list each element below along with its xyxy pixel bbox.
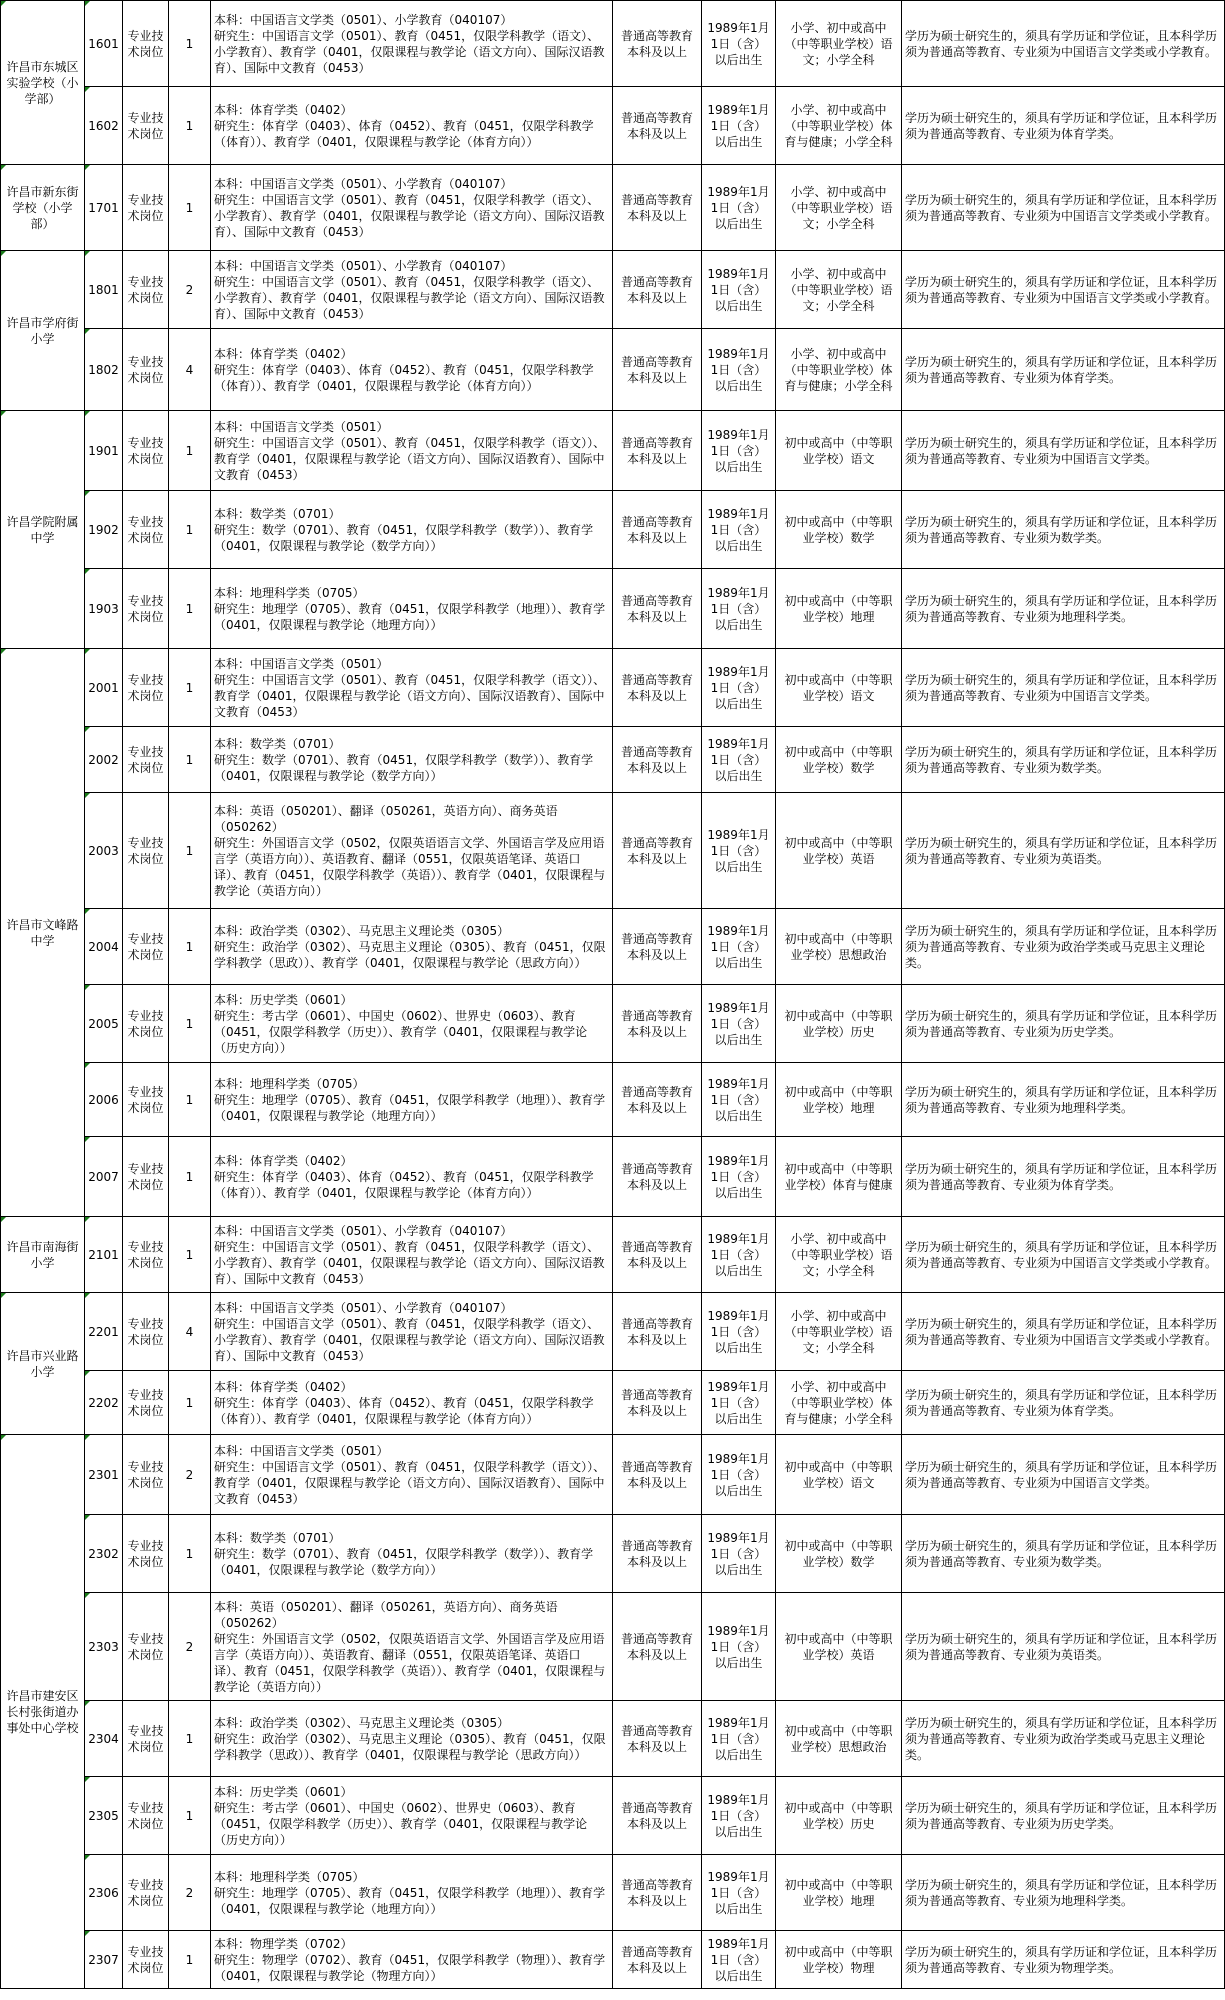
recruit-count-cell: 1	[169, 491, 211, 569]
major-requirement-cell: 本科：地理科学类（0705） 研究生：地理学（0705）、教育（0451，仅限学科教学（地理））、教育学（0401，仅限课程与教学论（地理方向））	[211, 1063, 613, 1137]
major-requirement-cell: 本科：地理科学类（0705） 研究生：地理学（0705）、教育（0451，仅限学科教学（地理））、教育学（0401，仅限课程与教学论（地理方向））	[211, 1855, 613, 1931]
recruit-count-cell: 1	[169, 1217, 211, 1293]
major-requirement-cell: 本科：体育学类（0402） 研究生：体育学（0403）、体育（0452）、教育（0451，仅限学科教学（体育））、教育学（0401，仅限课程与教学论（体育方向））	[211, 1371, 613, 1435]
table-row	[1, 569, 1225, 649]
table-row	[1, 1293, 1225, 1371]
remarks-cell: 学历为硕士研究生的，须具有学历证和学位证，且本科学历须为普通高等教育、专业须为中国语言文学类。	[902, 1435, 1225, 1515]
position-code-cell: 2303	[85, 1593, 123, 1701]
table-row	[1, 1777, 1225, 1855]
table-row	[1, 87, 1225, 165]
remarks-cell: 学历为硕士研究生的，须具有学历证和学位证，且本科学历须为普通高等教育、专业须为历史学类。	[902, 985, 1225, 1063]
teacher-qualification-cell: 初中或高中（中等职业学校）思想政治	[776, 909, 902, 985]
recruit-count-cell: 1	[169, 569, 211, 649]
position-code-cell: 1802	[85, 329, 123, 411]
school-name-cell: 许昌市兴业路小学	[1, 1293, 85, 1435]
school-name-cell: 许昌市东城区实验学校（小学部）	[1, 1, 85, 165]
education-requirement-cell: 普通高等教育本科及以上	[613, 411, 702, 491]
age-requirement-cell: 1989年1月1日（含）以后出生	[702, 909, 776, 985]
age-requirement-cell: 1989年1月1日（含）以后出生	[702, 1435, 776, 1515]
recruit-count-cell: 1	[169, 1, 211, 87]
education-requirement-cell: 普通高等教育本科及以上	[613, 1293, 702, 1371]
recruit-count-cell: 1	[169, 649, 211, 727]
major-requirement-cell: 本科：数学类（0701） 研究生：数学（0701）、教育（0451，仅限学科教学（数学））、教育学（0401，仅限课程与教学论（数学方向））	[211, 727, 613, 793]
major-requirement-cell: 本科：体育学类（0402） 研究生：体育学（0403）、体育（0452）、教育（0451，仅限学科教学（体育））、教育学（0401，仅限课程与教学论（体育方向））	[211, 1137, 613, 1217]
age-requirement-cell: 1989年1月1日（含）以后出生	[702, 251, 776, 329]
major-requirement-cell: 本科：历史学类（0601） 研究生：考古学（0601）、中国史（0602）、世界史（0603）、教育（0451，仅限学科教学（历史））、教育学（0401，仅限课程与教学论（历史方向））	[211, 1777, 613, 1855]
education-requirement-cell: 普通高等教育本科及以上	[613, 491, 702, 569]
major-requirement-cell: 本科：中国语言文学类（0501） 研究生：中国语言文学（0501）、教育（0451，仅限学科教学（语文））、教育学（0401，仅限课程与教学论（语文方向）、国际汉语教育）、国际中文教育（0453）	[211, 411, 613, 491]
position-type-cell: 专业技术岗位	[123, 1855, 169, 1931]
position-code-cell: 2005	[85, 985, 123, 1063]
position-code-cell: 1903	[85, 569, 123, 649]
major-requirement-cell: 本科：政治学类（0302）、马克思主义理论类（0305） 研究生：政治学（0302）、马克思主义理论（0305）、教育（0451，仅限学科教学（思政））、教育学（0401，仅限课程与教学论（思政方向））	[211, 909, 613, 985]
position-type-cell: 专业技术岗位	[123, 909, 169, 985]
age-requirement-cell: 1989年1月1日（含）以后出生	[702, 569, 776, 649]
major-requirement-cell: 本科：体育学类（0402） 研究生：体育学（0403）、体育（0452）、教育（0451，仅限学科教学（体育））、教育学（0401，仅限课程与教学论（体育方向））	[211, 329, 613, 411]
recruit-count-cell: 1	[169, 1515, 211, 1593]
major-requirement-cell: 本科：数学类（0701） 研究生：数学（0701）、教育（0451，仅限学科教学（数学））、教育学（0401，仅限课程与教学论（数学方向））	[211, 1515, 613, 1593]
position-type-cell: 专业技术岗位	[123, 1593, 169, 1701]
recruit-count-cell: 1	[169, 727, 211, 793]
teacher-qualification-cell: 初中或高中（中等职业学校）语文	[776, 411, 902, 491]
table-row	[1, 649, 1225, 727]
age-requirement-cell: 1989年1月1日（含）以后出生	[702, 727, 776, 793]
education-requirement-cell: 普通高等教育本科及以上	[613, 727, 702, 793]
table-row	[1, 1435, 1225, 1515]
education-requirement-cell: 普通高等教育本科及以上	[613, 1, 702, 87]
major-requirement-cell: 本科：英语（050201）、翻译（050261，英语方向）、商务英语（050262） 研究生：外国语言文学（0502，仅限英语语言文学、外国语言学及应用语言学（英语方向））、英语教育、翻译（0551，仅限英语笔译、英语口译）、教育（0451，仅限学科教学（英语））、教育学（0401，仅限课程与教学论（英语方向））	[211, 1593, 613, 1701]
position-type-cell: 专业技术岗位	[123, 411, 169, 491]
position-type-cell: 专业技术岗位	[123, 1293, 169, 1371]
age-requirement-cell: 1989年1月1日（含）以后出生	[702, 329, 776, 411]
education-requirement-cell: 普通高等教育本科及以上	[613, 87, 702, 165]
remarks-cell: 学历为硕士研究生的，须具有学历证和学位证，且本科学历须为普通高等教育、专业须为英语类。	[902, 793, 1225, 909]
education-requirement-cell: 普通高等教育本科及以上	[613, 251, 702, 329]
teacher-qualification-cell: 小学、初中或高中（中等职业学校）语文；小学全科	[776, 1293, 902, 1371]
education-requirement-cell: 普通高等教育本科及以上	[613, 1593, 702, 1701]
position-code-cell: 2302	[85, 1515, 123, 1593]
major-requirement-cell: 本科：中国语言文学类（0501）、小学教育（040107） 研究生：中国语言文学（0501）、教育（0451，仅限学科教学（语文）、小学教育）、教育学（0401，仅限课程与教学论（语文方向）、国际汉语教育）、国际中文教育（0453）	[211, 1293, 613, 1371]
age-requirement-cell: 1989年1月1日（含）以后出生	[702, 1371, 776, 1435]
position-type-cell: 专业技术岗位	[123, 1137, 169, 1217]
remarks-cell: 学历为硕士研究生的，须具有学历证和学位证，且本科学历须为普通高等教育、专业须为地理科学类。	[902, 569, 1225, 649]
major-requirement-cell: 本科：中国语言文学类（0501）、小学教育（040107） 研究生：中国语言文学（0501）、教育（0451，仅限学科教学（语文）、小学教育）、教育学（0401，仅限课程与教学论（语文方向）、国际汉语教育）、国际中文教育（0453）	[211, 165, 613, 251]
teacher-qualification-cell: 初中或高中（中等职业学校）体育与健康	[776, 1137, 902, 1217]
age-requirement-cell: 1989年1月1日（含）以后出生	[702, 1931, 776, 1989]
remarks-cell: 学历为硕士研究生的，须具有学历证和学位证，且本科学历须为普通高等教育、专业须为中国语言文学类或小学教育。	[902, 165, 1225, 251]
position-code-cell: 2307	[85, 1931, 123, 1989]
position-type-cell: 专业技术岗位	[123, 793, 169, 909]
remarks-cell: 学历为硕士研究生的，须具有学历证和学位证，且本科学历须为普通高等教育、专业须为英语类。	[902, 1593, 1225, 1701]
age-requirement-cell: 1989年1月1日（含）以后出生	[702, 1855, 776, 1931]
table-row	[1, 329, 1225, 411]
education-requirement-cell: 普通高等教育本科及以上	[613, 569, 702, 649]
remarks-cell: 学历为硕士研究生的，须具有学历证和学位证，且本科学历须为普通高等教育、专业须为历史学类。	[902, 1777, 1225, 1855]
teacher-qualification-cell: 初中或高中（中等职业学校）语文	[776, 1435, 902, 1515]
position-code-cell: 2003	[85, 793, 123, 909]
recruit-count-cell: 1	[169, 1777, 211, 1855]
education-requirement-cell: 普通高等教育本科及以上	[613, 1137, 702, 1217]
education-requirement-cell: 普通高等教育本科及以上	[613, 909, 702, 985]
table-row	[1, 1137, 1225, 1217]
age-requirement-cell: 1989年1月1日（含）以后出生	[702, 1, 776, 87]
remarks-cell: 学历为硕士研究生的，须具有学历证和学位证，且本科学历须为普通高等教育、专业须为中国语言文学类或小学教育。	[902, 251, 1225, 329]
teacher-qualification-cell: 初中或高中（中等职业学校）地理	[776, 1063, 902, 1137]
age-requirement-cell: 1989年1月1日（含）以后出生	[702, 793, 776, 909]
table-row	[1, 1371, 1225, 1435]
remarks-cell: 学历为硕士研究生的，须具有学历证和学位证，且本科学历须为普通高等教育、专业须为数学类。	[902, 491, 1225, 569]
school-name-cell: 许昌市建安区长村张街道办事处中心学校	[1, 1435, 85, 1989]
teacher-qualification-cell: 小学、初中或高中（中等职业学校）语文；小学全科	[776, 251, 902, 329]
major-requirement-cell: 本科：物理学类（0702） 研究生：物理学（0702）、教育（0451，仅限学科教学（物理））、教育学（0401，仅限课程与教学论（物理方向））	[211, 1931, 613, 1989]
age-requirement-cell: 1989年1月1日（含）以后出生	[702, 1777, 776, 1855]
remarks-cell: 学历为硕士研究生的，须具有学历证和学位证，且本科学历须为普通高等教育、专业须为地理科学类。	[902, 1063, 1225, 1137]
recruit-count-cell: 1	[169, 1063, 211, 1137]
education-requirement-cell: 普通高等教育本科及以上	[613, 1063, 702, 1137]
recruit-count-cell: 1	[169, 985, 211, 1063]
position-type-cell: 专业技术岗位	[123, 569, 169, 649]
table-row	[1, 727, 1225, 793]
teacher-qualification-cell: 初中或高中（中等职业学校）地理	[776, 1855, 902, 1931]
position-code-cell: 2201	[85, 1293, 123, 1371]
table-row	[1, 1063, 1225, 1137]
position-code-cell: 1901	[85, 411, 123, 491]
teacher-qualification-cell: 初中或高中（中等职业学校）历史	[776, 1777, 902, 1855]
age-requirement-cell: 1989年1月1日（含）以后出生	[702, 1593, 776, 1701]
position-type-cell: 专业技术岗位	[123, 87, 169, 165]
teacher-qualification-cell: 小学、初中或高中（中等职业学校）语文；小学全科	[776, 1, 902, 87]
education-requirement-cell: 普通高等教育本科及以上	[613, 1701, 702, 1777]
teacher-qualification-cell: 初中或高中（中等职业学校）历史	[776, 985, 902, 1063]
position-code-cell: 2306	[85, 1855, 123, 1931]
position-code-cell: 2001	[85, 649, 123, 727]
recruit-count-cell: 1	[169, 1137, 211, 1217]
teacher-qualification-cell: 初中或高中（中等职业学校）思想政治	[776, 1701, 902, 1777]
education-requirement-cell: 普通高等教育本科及以上	[613, 165, 702, 251]
table-row	[1, 165, 1225, 251]
education-requirement-cell: 普通高等教育本科及以上	[613, 793, 702, 909]
remarks-cell: 学历为硕士研究生的，须具有学历证和学位证，且本科学历须为普通高等教育、专业须为物理学类。	[902, 1931, 1225, 1989]
education-requirement-cell: 普通高等教育本科及以上	[613, 985, 702, 1063]
age-requirement-cell: 1989年1月1日（含）以后出生	[702, 649, 776, 727]
position-type-cell: 专业技术岗位	[123, 491, 169, 569]
table-row	[1, 1, 1225, 87]
position-type-cell: 专业技术岗位	[123, 1701, 169, 1777]
table-row	[1, 491, 1225, 569]
recruit-count-cell: 1	[169, 87, 211, 165]
remarks-cell: 学历为硕士研究生的，须具有学历证和学位证，且本科学历须为普通高等教育、专业须为体育学类。	[902, 1137, 1225, 1217]
recruit-count-cell: 4	[169, 329, 211, 411]
position-type-cell: 专业技术岗位	[123, 1, 169, 87]
age-requirement-cell: 1989年1月1日（含）以后出生	[702, 1063, 776, 1137]
teacher-qualification-cell: 初中或高中（中等职业学校）物理	[776, 1931, 902, 1989]
position-type-cell: 专业技术岗位	[123, 165, 169, 251]
remarks-cell: 学历为硕士研究生的，须具有学历证和学位证，且本科学历须为普通高等教育、专业须为中国语言文学类。	[902, 649, 1225, 727]
position-type-cell: 专业技术岗位	[123, 329, 169, 411]
education-requirement-cell: 普通高等教育本科及以上	[613, 1855, 702, 1931]
teacher-qualification-cell: 小学、初中或高中（中等职业学校）体育与健康；小学全科	[776, 87, 902, 165]
recruit-count-cell: 1	[169, 1371, 211, 1435]
teacher-qualification-cell: 初中或高中（中等职业学校）数学	[776, 491, 902, 569]
teacher-qualification-cell: 小学、初中或高中（中等职业学校）语文；小学全科	[776, 1217, 902, 1293]
table-row	[1, 985, 1225, 1063]
age-requirement-cell: 1989年1月1日（含）以后出生	[702, 411, 776, 491]
position-code-cell: 1902	[85, 491, 123, 569]
remarks-cell: 学历为硕士研究生的，须具有学历证和学位证，且本科学历须为普通高等教育、专业须为中国语言文学类。	[902, 411, 1225, 491]
school-name-cell: 许昌市新东街学校（小学部）	[1, 165, 85, 251]
position-code-cell: 1701	[85, 165, 123, 251]
table-row	[1, 1593, 1225, 1701]
age-requirement-cell: 1989年1月1日（含）以后出生	[702, 985, 776, 1063]
major-requirement-cell: 本科：政治学类（0302）、马克思主义理论类（0305） 研究生：政治学（0302）、马克思主义理论（0305）、教育（0451，仅限学科教学（思政））、教育学（0401，仅限课程与教学论（思政方向））	[211, 1701, 613, 1777]
recruit-count-cell: 1	[169, 1701, 211, 1777]
major-requirement-cell: 本科：英语（050201）、翻译（050261，英语方向）、商务英语（050262） 研究生：外国语言文学（0502，仅限英语语言文学、外国语言学及应用语言学（英语方向））、英语教育、翻译（0551，仅限英语笔译、英语口译）、教育（0451，仅限学科教学（英语））、教育学（0401，仅限课程与教学论（英语方向））	[211, 793, 613, 909]
remarks-cell: 学历为硕士研究生的，须具有学历证和学位证，且本科学历须为普通高等教育、专业须为体育学类。	[902, 87, 1225, 165]
school-name-cell: 许昌市文峰路中学	[1, 649, 85, 1217]
position-code-cell: 2101	[85, 1217, 123, 1293]
teacher-qualification-cell: 小学、初中或高中（中等职业学校）语文；小学全科	[776, 165, 902, 251]
table-row	[1, 909, 1225, 985]
teacher-qualification-cell: 初中或高中（中等职业学校）英语	[776, 1593, 902, 1701]
major-requirement-cell: 本科：中国语言文学类（0501）、小学教育（040107） 研究生：中国语言文学（0501）、教育（0451，仅限学科教学（语文）、小学教育）、教育学（0401，仅限课程与教学论（语文方向）、国际汉语教育）、国际中文教育（0453）	[211, 1, 613, 87]
position-type-cell: 专业技术岗位	[123, 1217, 169, 1293]
recruit-count-cell: 1	[169, 793, 211, 909]
position-code-cell: 2304	[85, 1701, 123, 1777]
recruit-count-cell: 2	[169, 1435, 211, 1515]
table-row	[1, 793, 1225, 909]
major-requirement-cell: 本科：中国语言文学类（0501） 研究生：中国语言文学（0501）、教育（0451，仅限学科教学（语文））、教育学（0401，仅限课程与教学论（语文方向）、国际汉语教育）、国际中文教育（0453）	[211, 649, 613, 727]
remarks-cell: 学历为硕士研究生的，须具有学历证和学位证，且本科学历须为普通高等教育、专业须为政治学类或马克思主义理论类。	[902, 1701, 1225, 1777]
recruit-count-cell: 1	[169, 909, 211, 985]
position-code-cell: 2004	[85, 909, 123, 985]
remarks-cell: 学历为硕士研究生的，须具有学历证和学位证，且本科学历须为普通高等教育、专业须为数学类。	[902, 727, 1225, 793]
position-code-cell: 1801	[85, 251, 123, 329]
position-type-cell: 专业技术岗位	[123, 1777, 169, 1855]
recruit-count-cell: 2	[169, 1593, 211, 1701]
position-type-cell: 专业技术岗位	[123, 1515, 169, 1593]
education-requirement-cell: 普通高等教育本科及以上	[613, 1515, 702, 1593]
recruit-count-cell: 1	[169, 1931, 211, 1989]
recruit-count-cell: 2	[169, 251, 211, 329]
school-name-cell: 许昌市南海街小学	[1, 1217, 85, 1293]
position-code-cell: 2301	[85, 1435, 123, 1515]
table-row	[1, 1217, 1225, 1293]
education-requirement-cell: 普通高等教育本科及以上	[613, 329, 702, 411]
teacher-qualification-cell: 初中或高中（中等职业学校）英语	[776, 793, 902, 909]
major-requirement-cell: 本科：中国语言文学类（0501）、小学教育（040107） 研究生：中国语言文学（0501）、教育（0451，仅限学科教学（语文）、小学教育）、教育学（0401，仅限课程与教学论（语文方向）、国际汉语教育）、国际中文教育（0453）	[211, 1217, 613, 1293]
table-row	[1, 1515, 1225, 1593]
position-code-cell: 2202	[85, 1371, 123, 1435]
major-requirement-cell: 本科：中国语言文学类（0501） 研究生：中国语言文学（0501）、教育（0451，仅限学科教学（语文））、教育学（0401，仅限课程与教学论（语文方向）、国际汉语教育）、国际中文教育（0453）	[211, 1435, 613, 1515]
age-requirement-cell: 1989年1月1日（含）以后出生	[702, 1701, 776, 1777]
major-requirement-cell: 本科：体育学类（0402） 研究生：体育学（0403）、体育（0452）、教育（0451，仅限学科教学（体育））、教育学（0401，仅限课程与教学论（体育方向））	[211, 87, 613, 165]
education-requirement-cell: 普通高等教育本科及以上	[613, 1435, 702, 1515]
teacher-qualification-cell: 初中或高中（中等职业学校）数学	[776, 1515, 902, 1593]
position-type-cell: 专业技术岗位	[123, 251, 169, 329]
position-type-cell: 专业技术岗位	[123, 1931, 169, 1989]
position-type-cell: 专业技术岗位	[123, 727, 169, 793]
remarks-cell: 学历为硕士研究生的，须具有学历证和学位证，且本科学历须为普通高等教育、专业须为政治学类或马克思主义理论类。	[902, 909, 1225, 985]
remarks-cell: 学历为硕士研究生的，须具有学历证和学位证，且本科学历须为普通高等教育、专业须为中国语言文学类或小学教育。	[902, 1217, 1225, 1293]
remarks-cell: 学历为硕士研究生的，须具有学历证和学位证，且本科学历须为普通高等教育、专业须为中国语言文学类或小学教育。	[902, 1, 1225, 87]
position-code-cell: 1602	[85, 87, 123, 165]
teacher-qualification-cell: 小学、初中或高中（中等职业学校）体育与健康；小学全科	[776, 1371, 902, 1435]
position-type-cell: 专业技术岗位	[123, 985, 169, 1063]
table-row	[1, 1701, 1225, 1777]
major-requirement-cell: 本科：中国语言文学类（0501）、小学教育（040107） 研究生：中国语言文学（0501）、教育（0451，仅限学科教学（语文）、小学教育）、教育学（0401，仅限课程与教学论（语文方向）、国际汉语教育）、国际中文教育（0453）	[211, 251, 613, 329]
teacher-qualification-cell: 小学、初中或高中（中等职业学校）体育与健康；小学全科	[776, 329, 902, 411]
position-type-cell: 专业技术岗位	[123, 649, 169, 727]
major-requirement-cell: 本科：历史学类（0601） 研究生：考古学（0601）、中国史（0602）、世界史（0603）、教育（0451，仅限学科教学（历史））、教育学（0401，仅限课程与教学论（历史方向））	[211, 985, 613, 1063]
remarks-cell: 学历为硕士研究生的，须具有学历证和学位证，且本科学历须为普通高等教育、专业须为体育学类。	[902, 1371, 1225, 1435]
education-requirement-cell: 普通高等教育本科及以上	[613, 1777, 702, 1855]
position-code-cell: 2007	[85, 1137, 123, 1217]
age-requirement-cell: 1989年1月1日（含）以后出生	[702, 87, 776, 165]
position-code-cell: 2305	[85, 1777, 123, 1855]
position-type-cell: 专业技术岗位	[123, 1435, 169, 1515]
age-requirement-cell: 1989年1月1日（含）以后出生	[702, 1515, 776, 1593]
age-requirement-cell: 1989年1月1日（含）以后出生	[702, 491, 776, 569]
remarks-cell: 学历为硕士研究生的，须具有学历证和学位证，且本科学历须为普通高等教育、专业须为地理科学类。	[902, 1855, 1225, 1931]
table-row	[1, 411, 1225, 491]
table-body	[1, 1, 1225, 1989]
table-row	[1, 1931, 1225, 1989]
recruit-count-cell: 2	[169, 1855, 211, 1931]
recruit-count-cell: 4	[169, 1293, 211, 1371]
age-requirement-cell: 1989年1月1日（含）以后出生	[702, 165, 776, 251]
table-row	[1, 1855, 1225, 1931]
school-name-cell: 许昌学院附属中学	[1, 411, 85, 649]
position-type-cell: 专业技术岗位	[123, 1063, 169, 1137]
education-requirement-cell: 普通高等教育本科及以上	[613, 1931, 702, 1989]
major-requirement-cell: 本科：地理科学类（0705） 研究生：地理学（0705）、教育（0451，仅限学科教学（地理））、教育学（0401，仅限课程与教学论（地理方向））	[211, 569, 613, 649]
recruit-count-cell: 1	[169, 165, 211, 251]
teacher-qualification-cell: 初中或高中（中等职业学校）地理	[776, 569, 902, 649]
age-requirement-cell: 1989年1月1日（含）以后出生	[702, 1217, 776, 1293]
position-type-cell: 专业技术岗位	[123, 1371, 169, 1435]
age-requirement-cell: 1989年1月1日（含）以后出生	[702, 1137, 776, 1217]
major-requirement-cell: 本科：数学类（0701） 研究生：数学（0701）、教育（0451，仅限学科教学（数学））、教育学（0401，仅限课程与教学论（数学方向））	[211, 491, 613, 569]
position-code-cell: 1601	[85, 1, 123, 87]
position-code-cell: 2006	[85, 1063, 123, 1137]
education-requirement-cell: 普通高等教育本科及以上	[613, 649, 702, 727]
table-row	[1, 251, 1225, 329]
remarks-cell: 学历为硕士研究生的，须具有学历证和学位证，且本科学历须为普通高等教育、专业须为中国语言文学类或小学教育。	[902, 1293, 1225, 1371]
school-name-cell: 许昌市学府街小学	[1, 251, 85, 411]
remarks-cell: 学历为硕士研究生的，须具有学历证和学位证，且本科学历须为普通高等教育、专业须为数学类。	[902, 1515, 1225, 1593]
teacher-qualification-cell: 初中或高中（中等职业学校）语文	[776, 649, 902, 727]
education-requirement-cell: 普通高等教育本科及以上	[613, 1217, 702, 1293]
teacher-qualification-cell: 初中或高中（中等职业学校）数学	[776, 727, 902, 793]
position-code-cell: 2002	[85, 727, 123, 793]
remarks-cell: 学历为硕士研究生的，须具有学历证和学位证，且本科学历须为普通高等教育、专业须为体育学类。	[902, 329, 1225, 411]
education-requirement-cell: 普通高等教育本科及以上	[613, 1371, 702, 1435]
recruit-count-cell: 1	[169, 411, 211, 491]
age-requirement-cell: 1989年1月1日（含）以后出生	[702, 1293, 776, 1371]
